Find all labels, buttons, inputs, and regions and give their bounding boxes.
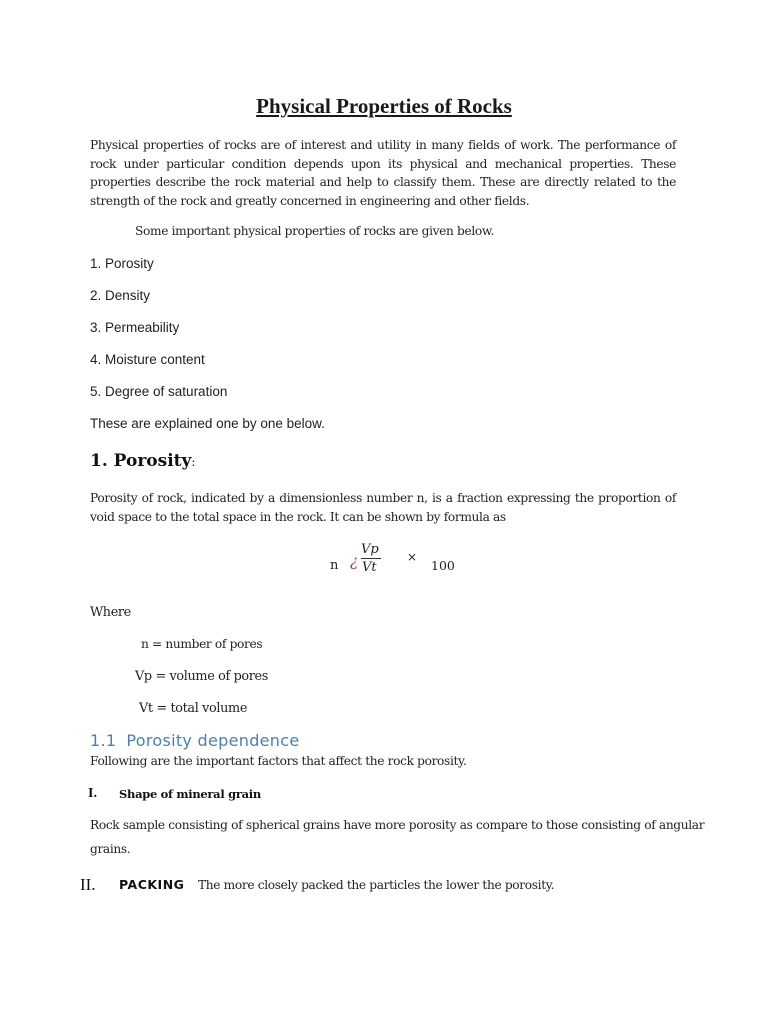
- where-label: Where: [90, 605, 131, 620]
- list-item-moisture-content: 4. Moisture content: [90, 352, 205, 367]
- formula-glyph: ¿: [350, 552, 359, 570]
- formula-factor: 100: [431, 558, 455, 573]
- list-outro: These are explained one by one below.: [90, 416, 325, 431]
- factor-text-shape-line2: grains.: [90, 842, 131, 856]
- factor-text-shape-line1: Rock sample consisting of spherical grains have more porosity as compare to those consisting of angular: [90, 818, 705, 832]
- factor-title-shape: Shape of mineral grain: [119, 787, 261, 801]
- factor-title-packing: PACKING: [119, 877, 185, 892]
- intro-paragraph: Physical properties of rocks are of interest and utility in many fields of work. The performance of rock under particular condition depends upon its physical and mechanical properties. These properties describe the rock material and help to classify them. These are directly related to the strength of the rock and greatly concerned in engineering and other fields.: [90, 138, 676, 208]
- porosity-definition: Porosity of rock, indicated by a dimensionless number n, is a fraction expressing the proportion of void space to the total space in the rock. It can be shown by formula as: [90, 491, 676, 524]
- section-heading-colon: :: [191, 455, 196, 469]
- formula-numerator: Vp: [361, 542, 379, 557]
- list-item-porosity: 1. Porosity: [90, 256, 154, 271]
- list-item-permeability: 3. Permeability: [90, 320, 180, 335]
- definition-vp: Vp = volume of pores: [135, 669, 268, 684]
- definition-n: n = number of pores: [141, 637, 263, 651]
- factor-text-packing: The more closely packed the particles the lower the porosity.: [198, 878, 555, 892]
- subsection-title: Porosity dependence: [126, 731, 300, 750]
- section-heading-porosity: [90, 451, 195, 471]
- roman-numeral-2: II.: [80, 875, 96, 894]
- porosity-formula: [300, 540, 480, 580]
- definition-vt: Vt = total volume: [139, 701, 248, 716]
- subsection-number: 1.1: [90, 731, 117, 750]
- formula-times: ×: [407, 550, 418, 564]
- document-title: Physical Properties of Rocks: [256, 94, 512, 118]
- fraction-bar: [361, 558, 381, 559]
- roman-numeral-1: I.: [88, 786, 97, 801]
- formula-lhs: n: [330, 558, 339, 573]
- factors-intro: Following are the important factors that affect the rock porosity.: [90, 754, 467, 768]
- list-item-density: 2. Density: [90, 288, 151, 303]
- formula-denominator: Vt: [362, 560, 377, 575]
- section-heading-text: 1. Porosity: [90, 451, 192, 471]
- lead-sentence: Some important physical properties of rocks are given below.: [135, 224, 495, 238]
- subsection-heading-porosity-dependence: [90, 731, 299, 750]
- list-item-degree-of-saturation: 5. Degree of saturation: [90, 384, 228, 399]
